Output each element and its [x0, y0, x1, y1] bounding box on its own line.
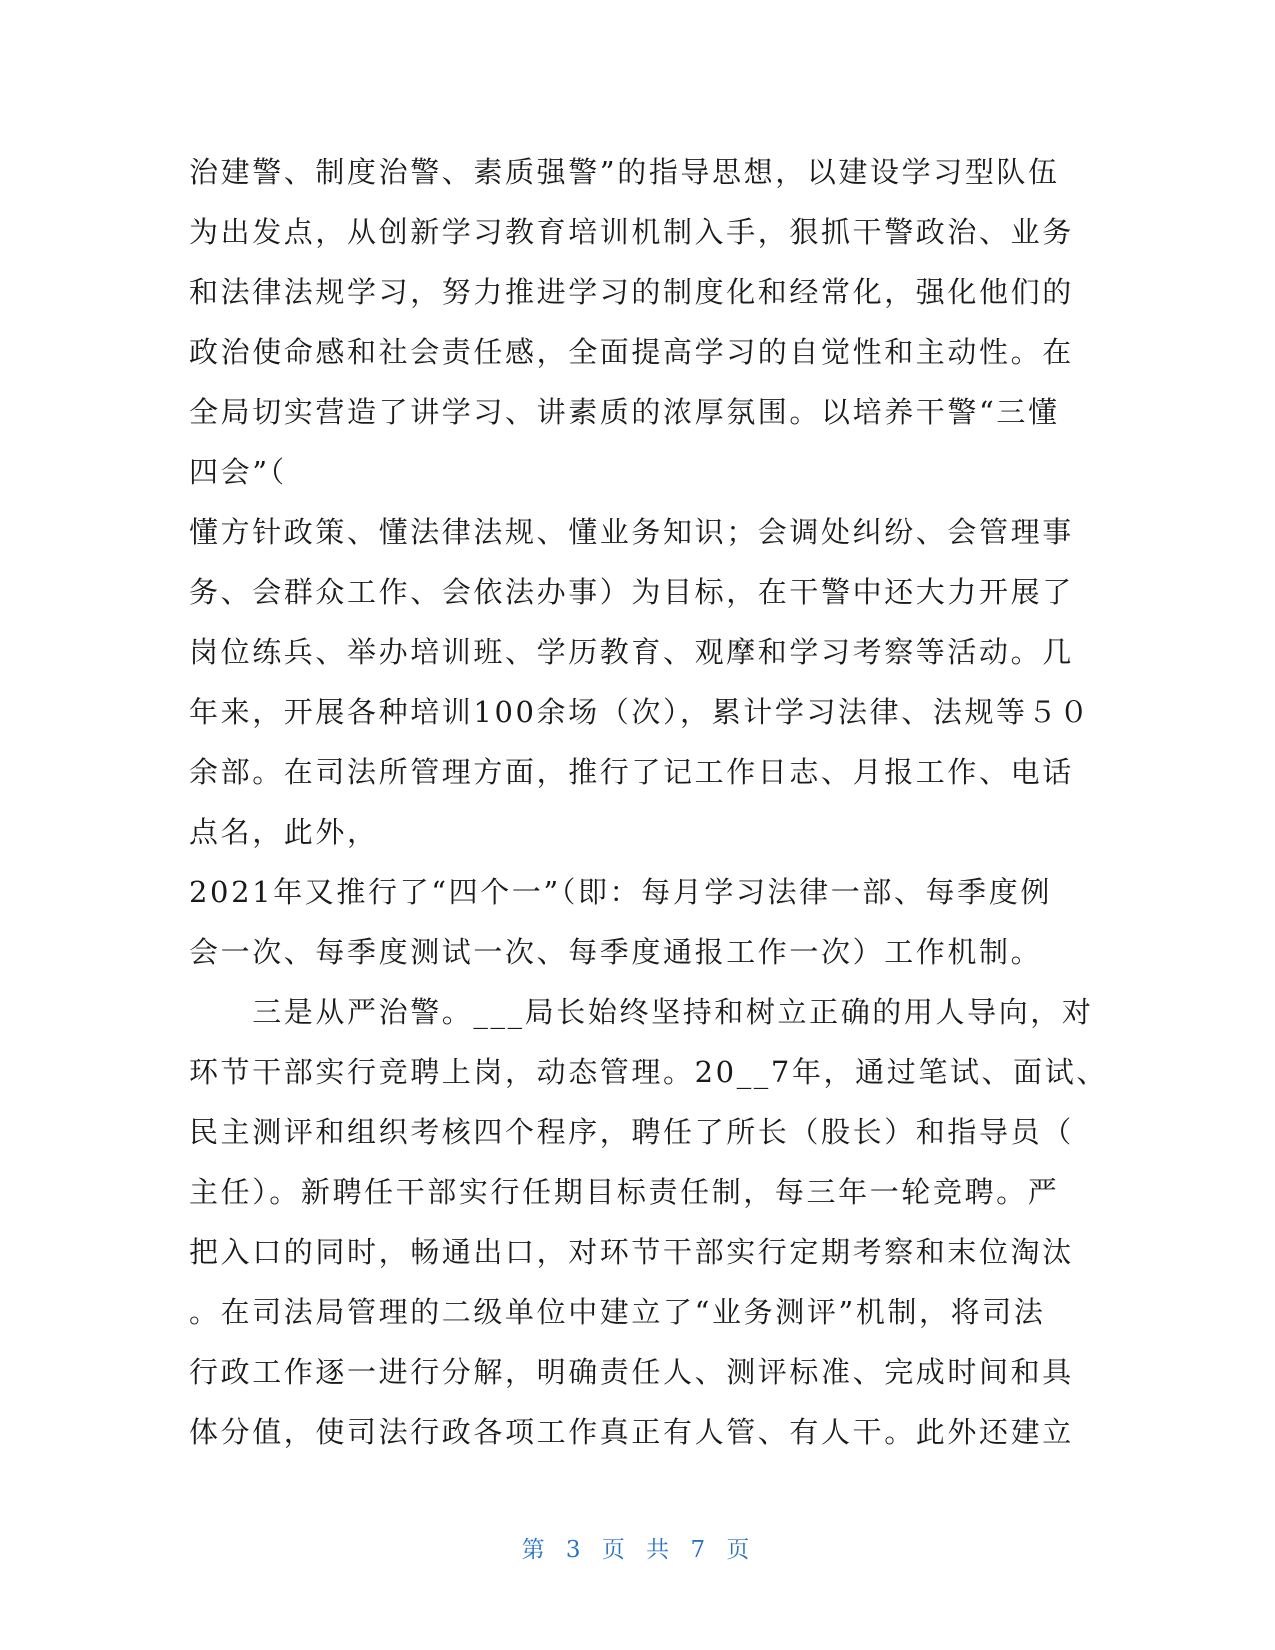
page-number-footer: 第 3 页 共 7 页 — [521, 1537, 754, 1563]
text-line: 四会”（ — [189, 455, 287, 489]
text-line: 治建警、制度治警、素质强警”的指导思想，以建设学习型队伍 — [189, 155, 1060, 189]
text-line: 民主测评和组织考核四个程序，聘任了所长（股长）和指导员（ — [189, 1115, 1074, 1149]
text-line: 体分值，使司法行政各项工作真正有人管、有人干。此外还建立 — [189, 1415, 1074, 1449]
text-line: 会一次、每季度测试一次、每季度通报工作一次）工作机制。 — [189, 935, 1043, 969]
text-line: 行政工作逐一进行分解，明确责任人、测评标准、完成时间和具 — [189, 1355, 1074, 1389]
text-line: 点名，此外， — [189, 815, 379, 849]
text-line: 2021年又推行了“四个一”（即：每月学习法律一部、每季度例 — [189, 875, 1052, 909]
text-line: 余部。在司法所管理方面，推行了记工作日志、月报工作、电话 — [189, 755, 1074, 789]
text-line: 为出发点，从创新学习教育培训机制入手，狠抓干警政治、业务 — [189, 215, 1074, 249]
body-text — [189, 142, 1108, 1462]
text-line: 懂方针政策、懂法律法规、懂业务知识；会调处纠纷、会管理事 — [189, 515, 1074, 549]
text-line: 务、会群众工作、会依法办事）为目标，在干警中还大力开展了 — [189, 575, 1074, 609]
text-line: 。在司法局管理的二级单位中建立了“业务测评”机制，将司法 — [189, 1295, 1046, 1329]
text-line: 全局切实营造了讲学习、讲素质的浓厚氛围。以培养干警“三懂 — [189, 395, 1060, 429]
text-line: 三是从严治警。___局长始终坚持和树立正确的用人导向，对 — [189, 995, 1094, 1029]
text-line: 主任）。新聘任干部实行任期目标责任制，每三年一轮竞聘。严 — [189, 1175, 1060, 1209]
text-line: 岗位练兵、举办培训班、学历教育、观摩和学习考察等活动。几 — [189, 635, 1074, 669]
text-line: 政治使命感和社会责任感，全面提高学习的自觉性和主动性。在 — [189, 335, 1074, 369]
text-line: 和法律法规学习，努力推进学习的制度化和经常化，强化他们的 — [189, 275, 1074, 309]
text-line: 环节干部实行竞聘上岗，动态管理。20__7年，通过笔试、面试、 — [189, 1055, 1108, 1089]
text-line: 把入口的同时，畅通出口，对环节干部实行定期考察和末位淘汰 — [189, 1235, 1074, 1269]
text-line: 年来，开展各种培训100余场（次），累计学习法律、法规等５０ — [189, 695, 1091, 729]
